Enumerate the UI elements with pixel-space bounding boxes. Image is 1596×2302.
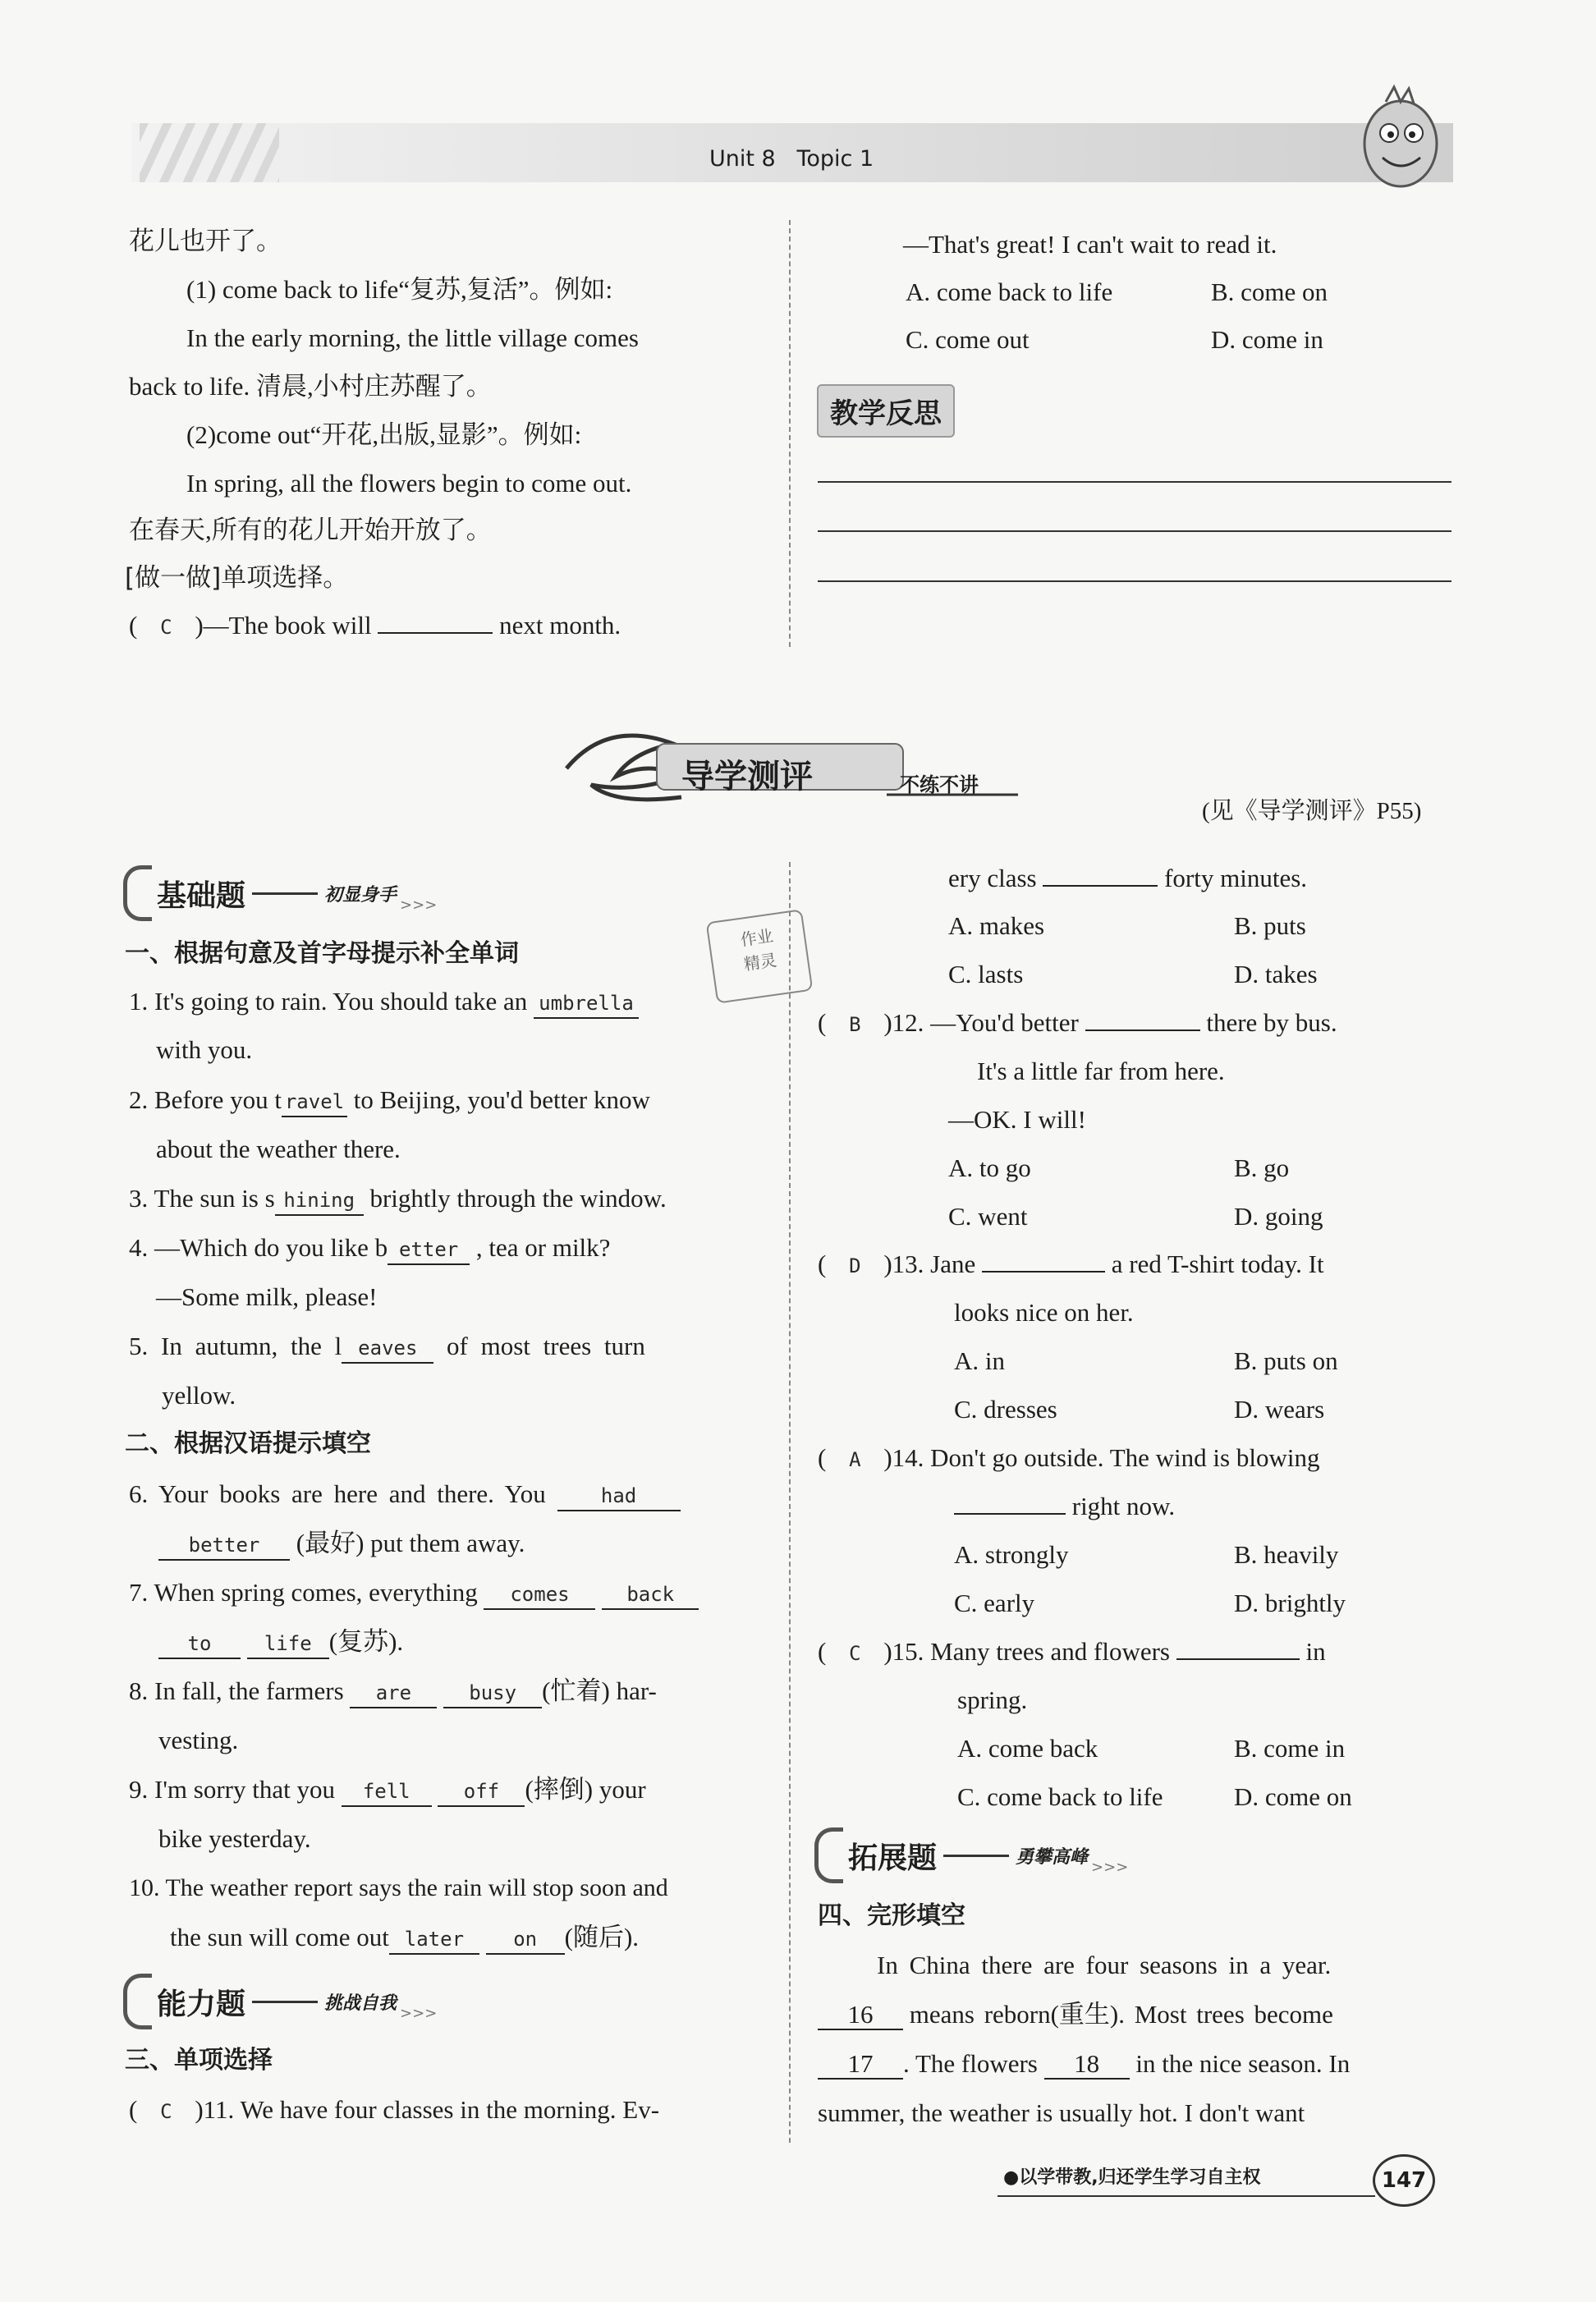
question-cont: looks nice on her. bbox=[954, 1298, 1134, 1327]
answer-blank[interactable] bbox=[982, 1269, 1105, 1273]
question-cont: —Some milk, please! bbox=[156, 1282, 378, 1311]
question-7: 7. When spring comes, everything comes back bbox=[129, 1576, 699, 1610]
part-title: 四、完形填空 bbox=[818, 1901, 965, 1930]
section-tag-extension: 拓展题 勇攀高峰 >>> bbox=[814, 1827, 1128, 1883]
footer-slogan: ●以学带教,归还学生学习自主权 bbox=[1003, 2167, 1261, 2188]
reflection-title: 教学反思 bbox=[817, 384, 955, 438]
answer-mark: C bbox=[849, 1642, 861, 1665]
question-cont: the sun will come out later on (随后). bbox=[170, 1921, 639, 1955]
option-a: A. strongly bbox=[954, 1540, 1069, 1569]
answer-blank[interactable]: comes bbox=[484, 1582, 595, 1610]
option-c: C. come back to life bbox=[957, 1782, 1163, 1811]
footer-rule bbox=[998, 2195, 1375, 2197]
text-line: In the early morning, the little village comes bbox=[186, 323, 639, 352]
answer-blank[interactable]: umbrella bbox=[534, 991, 639, 1019]
cloze-line: 16 means reborn(重生). Most trees become bbox=[818, 1998, 1333, 2031]
text-line: back to life. 清晨,小村庄苏醒了。 bbox=[129, 372, 492, 401]
option-d: D. wears bbox=[1234, 1395, 1325, 1424]
question-cont: It's a little far from here. bbox=[977, 1057, 1225, 1085]
answer-blank[interactable]: fell bbox=[342, 1779, 432, 1807]
option-d: D. come in bbox=[1211, 325, 1323, 354]
answer-mark: D bbox=[849, 1254, 861, 1277]
question-9: 9. I'm sorry that you fell off (摔倒) your bbox=[129, 1773, 646, 1807]
banner-subtitle: 不练不讲 bbox=[900, 773, 979, 796]
question-2: 2. Before you t ravel to Beijing, you'd better know bbox=[129, 1084, 650, 1117]
text-line: (2)come out“开花,出版,显影”。例如: bbox=[186, 420, 582, 449]
cloze-line: summer, the weather is usually hot. I don't want bbox=[818, 2098, 1305, 2127]
option-b: B. come on bbox=[1211, 277, 1328, 306]
answer-blank[interactable]: ravel bbox=[282, 1089, 347, 1117]
answer-blank[interactable]: later bbox=[389, 1927, 479, 1955]
text-line: 在春天,所有的花儿开始开放了。 bbox=[129, 516, 492, 544]
option-a: A. makes bbox=[948, 911, 1045, 940]
section-tag-ability: 能力题 挑战自我 >>> bbox=[123, 1974, 437, 2029]
header-title: Unit 8 Topic 1 bbox=[709, 146, 874, 172]
option-a: A. come back to life bbox=[906, 277, 1113, 306]
cloze-blank[interactable]: 17 bbox=[818, 2052, 903, 2080]
cloze-line: In China there are four seasons in a year. bbox=[877, 1951, 1332, 1979]
section-tag-basic: 基础题 初显身手 >>> bbox=[123, 865, 437, 921]
stamp: 作业 精灵 bbox=[706, 909, 814, 1003]
option-c: C. lasts bbox=[948, 960, 1024, 988]
option-b: B. puts bbox=[1234, 911, 1306, 940]
question-14: ( A )14. Don't go outside. The wind is blowing bbox=[818, 1442, 1319, 1476]
option-b: B. heavily bbox=[1234, 1540, 1339, 1569]
question-4: 4. —Which do you like b etter , tea or milk? bbox=[129, 1231, 610, 1265]
practice-question: ( C )—The book will next month. bbox=[129, 609, 621, 644]
part-title: 二、根据汉语提示填空 bbox=[125, 1429, 371, 1458]
reflection-line[interactable] bbox=[818, 481, 1452, 483]
answer-blank[interactable]: busy bbox=[443, 1681, 542, 1708]
question-3: 3. The sun is s hining brightly through the window. bbox=[129, 1182, 667, 1216]
answer-blank[interactable] bbox=[1176, 1657, 1300, 1660]
banner-reference: (见《导学测评》P55) bbox=[1202, 798, 1422, 824]
question-cont: about the weather there. bbox=[156, 1135, 401, 1163]
question-cont: right now. bbox=[954, 1490, 1175, 1523]
option-b: B. come in bbox=[1234, 1734, 1346, 1763]
banner-title: 导学测评 bbox=[681, 758, 813, 796]
question-13: ( D )13. Jane a red T-shirt today. It bbox=[818, 1248, 1324, 1282]
option-d: D. going bbox=[1234, 1202, 1323, 1231]
option-b: B. puts on bbox=[1234, 1346, 1338, 1375]
question-cont: bike yesterday. bbox=[158, 1824, 311, 1853]
question-15: ( C )15. Many trees and flowers in bbox=[818, 1635, 1326, 1670]
option-c: C. come out bbox=[906, 325, 1030, 354]
answer-blank[interactable]: life bbox=[247, 1631, 329, 1659]
answer-blank[interactable] bbox=[378, 631, 493, 634]
cloze-blank[interactable]: 18 bbox=[1044, 2052, 1130, 2080]
reflection-line[interactable] bbox=[818, 530, 1452, 532]
part-title: 一、根据句意及首字母提示补全单词 bbox=[125, 939, 519, 968]
answer-blank[interactable]: eaves bbox=[342, 1336, 433, 1364]
mascot-icon bbox=[1353, 82, 1452, 197]
question-cont: —OK. I will! bbox=[948, 1105, 1086, 1134]
answer-blank[interactable]: etter bbox=[388, 1237, 470, 1265]
option-a: A. in bbox=[954, 1346, 1005, 1375]
column-divider bbox=[789, 220, 791, 647]
option-c: C. went bbox=[948, 1202, 1028, 1231]
answer-blank[interactable]: on bbox=[486, 1927, 565, 1955]
text-line: 花儿也开了。 bbox=[129, 227, 282, 255]
reflection-line[interactable] bbox=[818, 580, 1452, 582]
answer-mark: C bbox=[160, 616, 172, 639]
option-c: C. dresses bbox=[954, 1395, 1057, 1424]
practice-label: [做一做]单项选择。 bbox=[125, 563, 349, 593]
answer-blank[interactable]: better bbox=[158, 1533, 290, 1561]
question-10: 10. The weather report says the rain will stop soon and bbox=[129, 1874, 668, 1901]
text-line: —That's great! I can't wait to read it. bbox=[903, 230, 1277, 259]
option-d: D. come on bbox=[1234, 1782, 1352, 1811]
answer-blank[interactable]: off bbox=[438, 1779, 525, 1807]
question-cont: yellow. bbox=[162, 1381, 236, 1410]
option-d: D. takes bbox=[1234, 960, 1318, 988]
answer-blank[interactable] bbox=[1085, 1028, 1200, 1031]
question-cont: to life (复苏). bbox=[158, 1626, 403, 1659]
answer-mark: A bbox=[849, 1448, 861, 1471]
answer-mark: B bbox=[849, 1013, 861, 1036]
question-12: ( B )12. —You'd better there by bus. bbox=[818, 1007, 1337, 1041]
question-cont: with you. bbox=[156, 1035, 253, 1064]
question-8: 8. In fall, the farmers are busy (忙着) har- bbox=[129, 1675, 657, 1708]
question-1: 1. It's going to rain. You should take an umbrella bbox=[129, 985, 639, 1019]
header-stripes bbox=[140, 123, 279, 182]
cloze-blank[interactable]: 16 bbox=[818, 2002, 903, 2030]
question-6: 6. Your books are here and there. You had bbox=[129, 1478, 681, 1511]
question-cont: spring. bbox=[957, 1685, 1028, 1714]
option-c: C. early bbox=[954, 1589, 1035, 1617]
answer-blank[interactable]: had bbox=[557, 1483, 681, 1511]
answer-blank[interactable]: hining bbox=[275, 1188, 364, 1216]
answer-mark: C bbox=[160, 2100, 172, 2123]
option-a: A. come back bbox=[957, 1734, 1098, 1763]
question-cont: vesting. bbox=[158, 1726, 239, 1754]
question-cont: ery class forty minutes. bbox=[948, 864, 1308, 892]
answer-blank[interactable] bbox=[954, 1511, 1066, 1515]
option-d: D. brightly bbox=[1234, 1589, 1346, 1617]
option-b: B. go bbox=[1234, 1153, 1290, 1182]
page-number: 147 bbox=[1373, 2154, 1435, 2207]
option-a: A. to go bbox=[948, 1153, 1031, 1182]
text-line: In spring, all the flowers begin to come out. bbox=[186, 469, 632, 498]
question-cont: better (最好) put them away. bbox=[158, 1527, 525, 1561]
part-title: 三、单项选择 bbox=[125, 2046, 273, 2075]
answer-blank[interactable]: are bbox=[350, 1681, 437, 1708]
text-line: (1) come back to life“复苏,复活”。例如: bbox=[186, 275, 613, 304]
question-11: ( C )11. We have four classes in the morning. Ev- bbox=[129, 2093, 659, 2128]
answer-blank[interactable]: back bbox=[602, 1582, 699, 1610]
cloze-line: 17 . The flowers 18 in the nice season. In bbox=[818, 2047, 1350, 2080]
answer-blank[interactable]: to bbox=[158, 1631, 241, 1659]
question-5: 5. In autumn, the l eaves of most trees turn bbox=[129, 1330, 645, 1364]
column-divider bbox=[789, 862, 791, 2143]
answer-blank[interactable] bbox=[1043, 883, 1158, 887]
